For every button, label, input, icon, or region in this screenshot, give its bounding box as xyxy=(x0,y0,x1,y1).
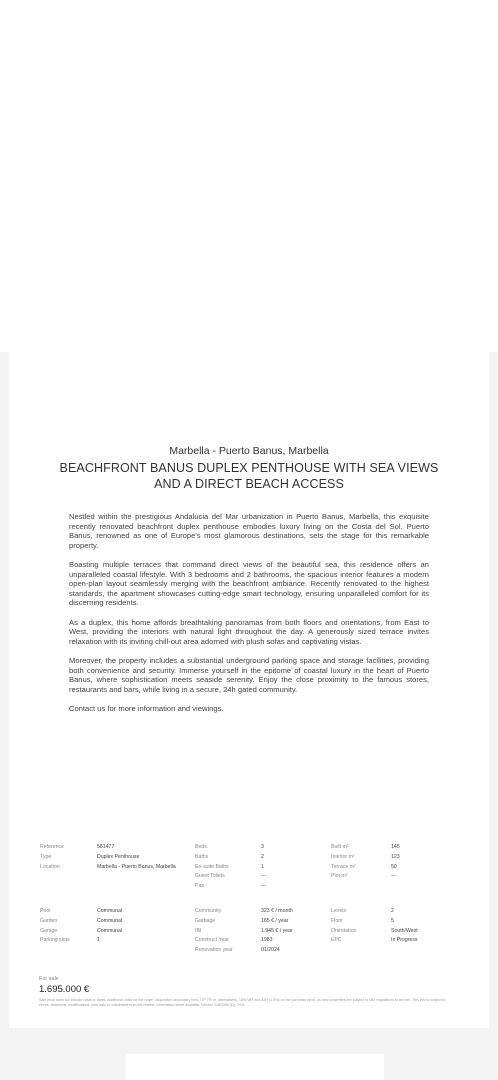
spec-label: Terrace m² xyxy=(331,863,356,870)
spec-value: In Progress xyxy=(391,937,418,944)
specs-row xyxy=(40,918,470,928)
spec-label: Garage xyxy=(40,927,58,934)
spec-value: South/West xyxy=(391,927,418,934)
price: 1.695.000 € xyxy=(39,984,90,995)
spec-value: 1.945 € / year xyxy=(261,927,293,934)
spec-label: Renovation year xyxy=(195,947,233,954)
specs-row xyxy=(40,844,470,854)
spec-value: Communal xyxy=(97,927,123,934)
spec-value: --- xyxy=(261,883,267,890)
spec-label: Parking slots xyxy=(40,937,70,944)
specs-row xyxy=(40,908,470,918)
specs-row xyxy=(40,947,470,957)
spec-label: EPC xyxy=(331,937,342,944)
listing-sheet xyxy=(9,352,489,1028)
spec-label: Built m² xyxy=(331,844,349,850)
spec-value: Marbella - Puerto Banus, Marbella xyxy=(97,863,176,870)
specs-row xyxy=(40,928,470,938)
spec-value: --- xyxy=(261,873,267,880)
spec-label: Garden xyxy=(40,917,58,924)
spec-label: Beds xyxy=(195,844,207,850)
specs-block-main xyxy=(40,844,470,893)
description xyxy=(69,512,429,723)
spec-value: 581477 xyxy=(97,844,115,850)
description-paragraph: Nestled within the prestigious Andalucia del Mar urbanization in Puerto Banus, Marbella, this exquisite recently renovated beachfront duplex penthouse embodies luxury living on the Costa del Sol. Puerto Banus, renowned as one of Europe's most glamorous destinations, sets the stage for this remarkable property. xyxy=(69,512,429,550)
spec-value: 1983 xyxy=(261,937,273,944)
for-sale-label: For sale xyxy=(39,976,59,982)
spec-value: 2 xyxy=(261,853,264,860)
bottom-blank-strip xyxy=(126,1054,384,1080)
top-blank-area xyxy=(0,0,498,352)
spec-label: Floor xyxy=(331,917,343,924)
description-paragraph: Moreover, the property includes a substantial underground parking space and storage facilities, providing both convenience and security. Immerse yourself in the epitome of coastal luxury in the heart of Puerto Banus, where sophistication meets seaside serenity. Enjoy the close proximity to the famous stores, restaurants and bars, while living in a secure, 24h gated community. xyxy=(69,655,429,694)
spec-label: Pax xyxy=(195,883,204,890)
spec-label: Garbage xyxy=(195,917,216,924)
spec-value: 1 xyxy=(97,937,100,944)
description-paragraph: As a duplex, this home affords breathtaking panoramas from both floors and orientations, from East to West, providing the interiors with natural light throughout the day. A generously sized terrace invites relaxation with its inviting chill-out area adorned with plush sofas and captivating vistas. xyxy=(69,617,429,646)
specs-row xyxy=(40,937,470,947)
spec-value: 3 xyxy=(261,844,264,850)
specs-row xyxy=(40,854,470,864)
location-line: Marbella - Puerto Banus, Marbella xyxy=(169,445,329,457)
spec-label: Plot m² xyxy=(331,873,348,880)
spec-label: Type xyxy=(40,853,52,860)
spec-value: Communal xyxy=(97,908,123,914)
spec-label: Levels xyxy=(331,908,346,914)
spec-value: 165 € / year xyxy=(261,917,289,924)
contact-line: Contact us for more information and viewings. xyxy=(69,703,224,713)
spec-value: --- xyxy=(391,873,397,880)
spec-label: Guest Toilets xyxy=(195,873,225,880)
spec-label: Community xyxy=(195,908,222,914)
listing-title: BEACHFRONT BANUS DUPLEX PENTHOUSE WITH SEA VIEWS AND A DIRECT BEACH ACCESS xyxy=(59,461,439,491)
spec-value: Duplex Penthouse xyxy=(97,853,140,860)
spec-value: 123 xyxy=(391,853,400,860)
spec-value: Communal xyxy=(97,917,123,924)
spec-label: Baths xyxy=(195,853,209,860)
spec-value: 50 xyxy=(391,863,397,870)
spec-label: IBI xyxy=(195,927,202,934)
spec-label: Reference xyxy=(40,844,64,850)
specs-row xyxy=(40,883,470,893)
spec-value: 323 € / month xyxy=(261,908,293,914)
specs-block-extra xyxy=(40,908,470,957)
spec-value: 145 xyxy=(391,844,400,850)
legal-disclaimer: Sale price does not include costs or taxes. Additional costs for the buyer: acquisition and notary fees, ITP 7% or, alternatively, 10% VAT and AJD (1.5%) on the purchase price, as new properties are subject to VAT regulations to be met. This info is subject to errors, omissions, modifications, prior sale or withdrawal from the market. Information sheet available. Decree 218/2005 (D), 7/19. xyxy=(39,998,446,1007)
spec-value: 01/2024 xyxy=(261,947,280,954)
spec-label: Pool xyxy=(40,908,51,914)
spec-label: En-suite Baths xyxy=(195,863,229,870)
spec-value: 5 xyxy=(391,917,394,924)
spec-value: 2 xyxy=(391,908,394,914)
spec-label: Orientation xyxy=(331,927,357,934)
specs-row xyxy=(40,864,470,874)
spec-label: Location xyxy=(40,863,60,870)
spec-label: Interior m² xyxy=(331,853,355,860)
description-paragraph: Boasting multiple terraces that command direct views of the beautiful sea, this residence offers an unparalleled coastal lifestyle. With 3 bedrooms and 2 bathrooms, the spacious interior features a modern open-plan layout seamlessly merging with the beachfront ambiance. Recently renovated to the highest standards, the apartment showcases cutting-edge smart technology, ensuring unparalleled comfort for its discerning residents. xyxy=(69,559,429,608)
spec-value: 1 xyxy=(261,863,264,870)
sale-section xyxy=(39,976,459,1007)
spec-label: Construct Year xyxy=(195,937,230,944)
specs-row xyxy=(40,873,470,883)
